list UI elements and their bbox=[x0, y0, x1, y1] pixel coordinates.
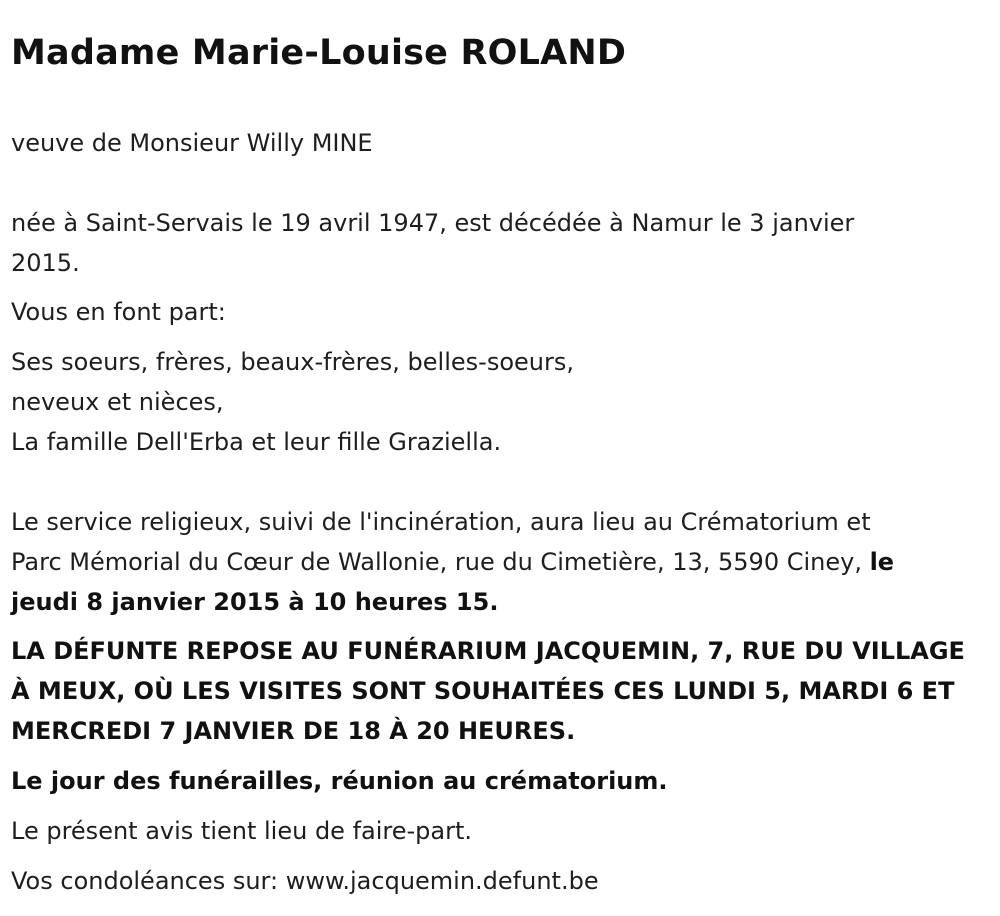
rest-notice-paragraph bbox=[11, 631, 986, 751]
service-line-2-bold: le bbox=[869, 548, 895, 576]
widow-of-line bbox=[11, 123, 986, 163]
family-line-2: neveux et nièces, bbox=[11, 388, 224, 416]
widow-of-text: veuve de Monsieur Willy MINE bbox=[11, 129, 373, 157]
announce-intro bbox=[11, 292, 986, 332]
service-date-time: jeudi 8 janvier 2015 à 10 heures 15. bbox=[11, 588, 499, 616]
family-line-1: Ses soeurs, frères, beaux-frères, belles-soeurs, bbox=[11, 348, 574, 376]
rest-notice-line-1: LA DÉFUNTE REPOSE AU FUNÉRARIUM JACQUEMIN, 7, RUE DU VILLAGE bbox=[11, 637, 965, 665]
notice-line bbox=[11, 811, 986, 851]
birth-death-line-2: 2015. bbox=[11, 249, 80, 277]
obituary-title: Madame Marie-Louise ROLAND bbox=[11, 33, 627, 73]
family-list bbox=[11, 342, 986, 462]
funeral-day-line bbox=[11, 761, 986, 801]
service-line-2 bbox=[11, 542, 986, 582]
service-paragraph bbox=[11, 502, 986, 622]
condolences-text: Vos condoléances sur: www.jacquemin.defunt.be bbox=[11, 867, 599, 895]
rest-notice-line-3: MERCREDI 7 JANVIER DE 18 À 20 HEURES. bbox=[11, 717, 576, 745]
birth-death-line-1: née à Saint-Servais le 19 avril 1947, est décédée à Namur le 3 janvier bbox=[11, 209, 855, 237]
service-line-2-regular: Parc Mémorial du Cœur de Wallonie, rue du Cimetière, 13, 5590 Ciney, bbox=[11, 548, 870, 576]
announce-intro-text: Vous en font part: bbox=[11, 298, 226, 326]
funeral-day-text: Le jour des funérailles, réunion au crématorium. bbox=[11, 767, 668, 795]
rest-notice-line-2: À MEUX, OÙ LES VISITES SONT SOUHAITÉES CES LUNDI 5, MARDI 6 ET bbox=[11, 677, 955, 705]
condolences-line bbox=[11, 861, 986, 901]
notice-text: Le présent avis tient lieu de faire-part. bbox=[11, 817, 473, 845]
service-line-1: Le service religieux, suivi de l'incinération, aura lieu au Crématorium et bbox=[11, 508, 871, 536]
family-line-3: La famille Dell'Erba et leur fille Graziella. bbox=[11, 428, 502, 456]
birth-death-paragraph bbox=[11, 203, 986, 283]
